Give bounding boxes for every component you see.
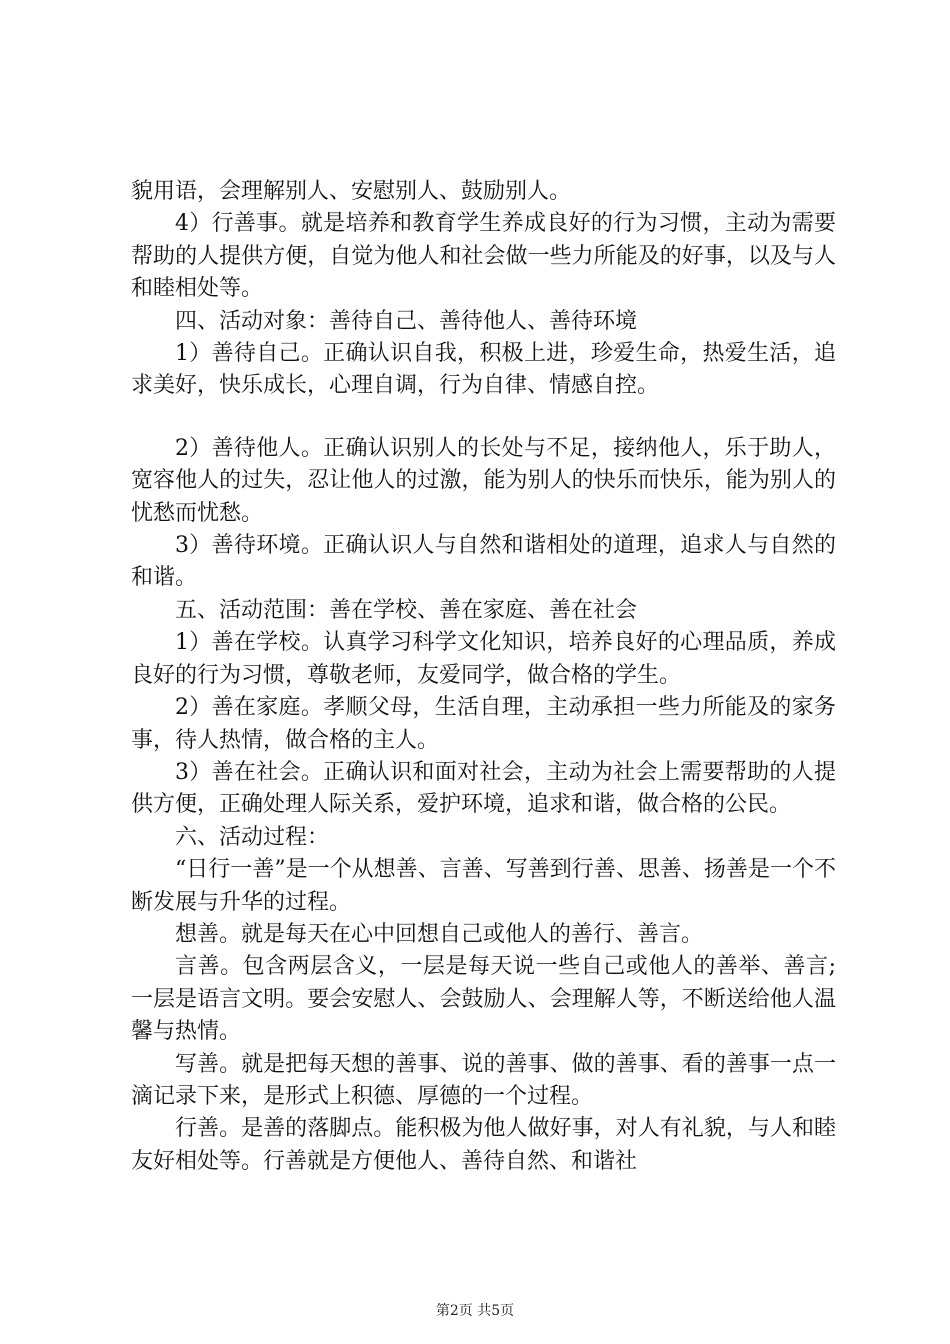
body-text (131, 176, 836, 1178)
paragraph: 言善。包含两层含义，一层是每天说一些自己或他人的善举、善言;一层是语言文明。要会安慰人、会鼓励人、会理解人等，不断送给他人温馨与热情。 (131, 954, 836, 1045)
section-heading: 五、活动范围：善在学校、善在家庭、善在社会 (175, 597, 638, 623)
paragraph: 2）善待他人。正确认识别人的长处与不足，接纳他人，乐于助人，宽容他人的过失，忍让他人的过激，能为别人的快乐而快乐，能为别人的忧愁而忧愁。 (131, 435, 836, 526)
paragraph: 写善。就是把每天想的善事、说的善事、做的善事、看的善事一点一滴记录下来，是形式上积德、厚德的一个过程。 (131, 1051, 836, 1109)
paragraph: 貌用语，会理解别人、安慰别人、鼓励别人。 (131, 179, 572, 204)
paragraph: 1）善在学校。认真学习科学文化知识，培养良好的心理品质，养成良好的行为习惯，尊敬老师，友爱同学，做合格的学生。 (131, 630, 836, 688)
paragraph: 3）善待环境。正确认识人与自然和谐相处的道理，追求人与自然的和谐。 (131, 533, 836, 591)
section-heading: 四、活动对象：善待自己、善待他人、善待环境 (175, 308, 638, 334)
paragraph: “日行一善”是一个从想善、言善、写善到行善、思善、扬善是一个不断发展与升华的过程。 (131, 857, 836, 915)
paragraph: 2）善在家庭。孝顺父母，生活自理，主动承担一些力所能及的家务事，待人热情，做合格的主人。 (131, 695, 836, 753)
paragraph: 3）善在社会。正确认识和面对社会，主动为社会上需要帮助的人提供方便，正确处理人际关系，爱护环境，追求和谐，做合格的公民。 (131, 759, 836, 818)
paragraph: 1）善待自己。正确认识自我，积极上进，珍爱生命，热爱生活，追求美好，快乐成长，心理自调，行为自律、情感自控。 (131, 341, 836, 399)
page-footer: 第2页 共5页 (435, 1303, 515, 1319)
paragraph: 行善。是善的落脚点。能积极为他人做好事，对人有礼貌，与人和睦友好相处等。行善就是方便他人、善待自然、和谐社 (131, 1116, 836, 1174)
paragraph: 想善。就是每天在心中回想自己或他人的善行、善言。 (175, 921, 704, 947)
section-heading: 六、活动过程： (175, 824, 330, 850)
paragraph: 4）行善事。就是培养和教育学生养成良好的行为习惯，主动为需要帮助的人提供方便，自觉为他人和社会做一些力所能及的好事，以及与人和睦相处等。 (131, 211, 836, 302)
blank-gap (131, 403, 836, 433)
